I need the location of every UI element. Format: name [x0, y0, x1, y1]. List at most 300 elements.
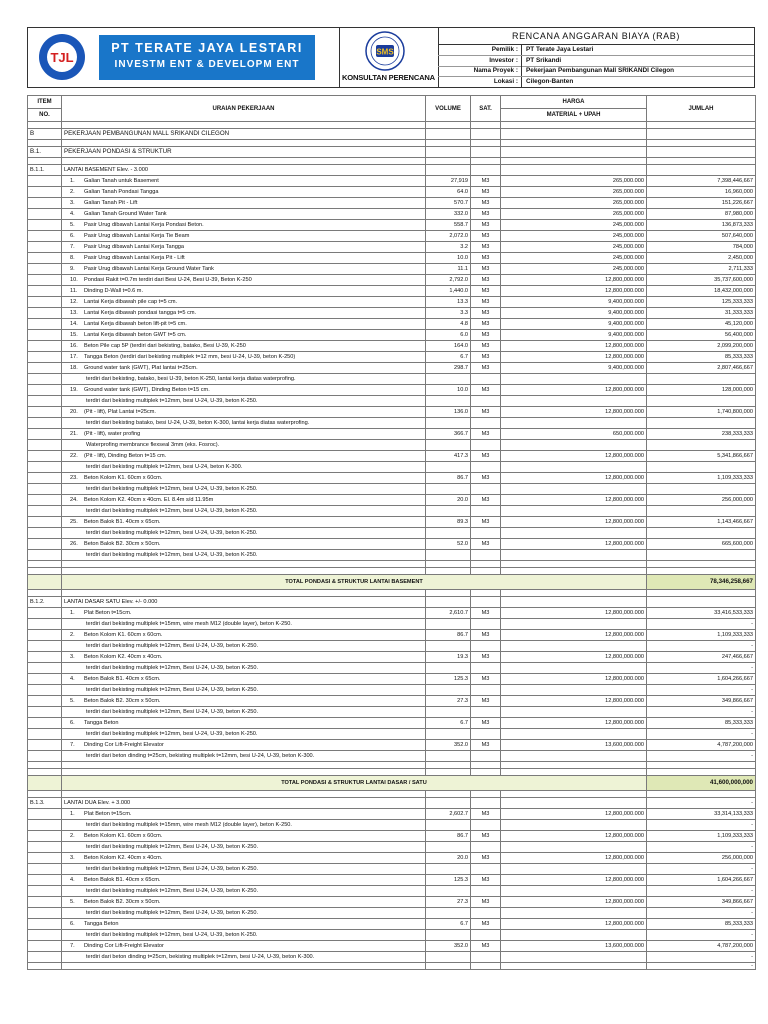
unit-cell: [471, 886, 501, 897]
unit-cell: M3: [471, 652, 501, 663]
line-item-row: [28, 341, 756, 352]
item-number: 4.: [70, 211, 75, 217]
item-cell: [28, 297, 62, 308]
volume-cell: [426, 568, 471, 575]
unit-cell: [471, 484, 501, 495]
description-cell: [62, 791, 426, 798]
amount-cell: -: [647, 663, 756, 674]
description-cell: terdiri dari beton dinding t=25cm, bekisting multiplek t=12mm, besi U-24, U-39, beton K-300.: [62, 751, 426, 762]
price-cell: [501, 147, 647, 158]
item-cell: [28, 751, 62, 762]
description-cell: terdiri dari bekisting multiplek t=12mm, Besi U-24, U-39, beton K-250.: [62, 707, 426, 718]
volume-cell: 125.3: [426, 875, 471, 886]
item-number: 5.: [70, 698, 75, 704]
amount-cell: 128,000,000: [647, 385, 756, 396]
item-description: Beton Balok B2. 30cm x 50cm.: [84, 541, 161, 547]
line-item-row: [28, 253, 756, 264]
item-cell: [28, 418, 62, 429]
amount-cell: [647, 568, 756, 575]
info-value: Pekerjaan Pembangunan Mall SRIKANDI Cilegon: [526, 67, 675, 74]
subtotal-row: [28, 575, 756, 590]
volume-cell: 366.7: [426, 429, 471, 440]
price-cell: [501, 374, 647, 385]
volume-cell: 64.0: [426, 187, 471, 198]
description-cell: [62, 407, 426, 418]
description-cell: Waterprofing membrance flexseal 3mm (eks. Fosroc).: [62, 440, 426, 451]
description-cell: terdiri dari bekisting batako, besi U-24, U-39, beton K-300, lantai kerja diatas waterprofing.: [62, 418, 426, 429]
consultant-logo: [365, 31, 405, 71]
item-cell: [28, 158, 62, 165]
price-cell: [501, 729, 647, 740]
description-cell: terdiri dari bekisting, batako, besi U-39, beton K-250, lantai kerja diatas waterprofing.: [62, 374, 426, 385]
description-cell: terdiri dari bekisting multiplek t=12mm, Besi U-24, U-39, beton K-250.: [62, 685, 426, 696]
item-cell: [28, 608, 62, 619]
amount-cell: 136,873,333: [647, 220, 756, 231]
description-row: [28, 842, 756, 853]
volume-cell: 570.7: [426, 198, 471, 209]
volume-cell: [426, 963, 471, 970]
volume-cell: [426, 729, 471, 740]
item-cell: [28, 209, 62, 220]
volume-cell: 4.8: [426, 319, 471, 330]
unit-cell: [471, 751, 501, 762]
item-description: Beton Kolom K1. 60cm x 60cm.: [84, 475, 163, 481]
item-cell: [28, 198, 62, 209]
amount-cell: -: [647, 908, 756, 919]
item-number: 5.: [70, 222, 75, 228]
description-cell: terdiri dari bekisting multiplek t=12mm, Besi U-24, U-39, beton K-250.: [62, 864, 426, 875]
item-cell: [28, 809, 62, 820]
subtotal-label: TOTAL PONDASI & STRUKTUR LANTAI BASEMENT: [62, 575, 647, 590]
amount-cell: 85,333,333: [647, 718, 756, 729]
item-cell: [28, 286, 62, 297]
item-description: (Pit - lift), Dinding Beton t=15 cm.: [84, 453, 167, 459]
item-number: 13.: [70, 310, 78, 316]
price-cell: [501, 484, 647, 495]
line-item-row: [28, 897, 756, 908]
blank-row: [28, 762, 756, 769]
item-number: 12.: [70, 299, 78, 305]
amount-cell: [647, 140, 756, 147]
description-cell: [62, 319, 426, 330]
volume-cell: 19.3: [426, 652, 471, 663]
amount-cell: -: [647, 886, 756, 897]
info-label: Nama Proyek :: [473, 67, 518, 74]
volume-cell: 417.3: [426, 451, 471, 462]
item-description: Pasir Urug dibawah Lantai Kerja Tangga: [84, 244, 185, 250]
item-description: Pasir Urug dibawah Lantai Kerja Tie Beam: [84, 233, 190, 239]
company-block: [28, 28, 340, 87]
unit-cell: [471, 396, 501, 407]
description-cell: terdiri dari bekisting multiplek t=12mm, besi U-24, U-39, beton K-250.: [62, 506, 426, 517]
line-item-row: [28, 718, 756, 729]
price-cell: [501, 820, 647, 831]
price-cell: 12,800,000.000: [501, 652, 647, 663]
item-description: Tangga Beton (terdiri dari bekisting multiplek t=12 mm, besi U-24, U-39, beton K-250): [84, 354, 296, 360]
unit-cell: M3: [471, 740, 501, 751]
description-cell: terdiri dari bekisting multiplek t=12mm, Besi U-24, U-39, beton K-250.: [62, 663, 426, 674]
amount-cell: -: [647, 798, 756, 809]
volume-cell: 2,602.7: [426, 809, 471, 820]
amount-cell: -: [647, 619, 756, 630]
amount-cell: 1,604,266,667: [647, 674, 756, 685]
price-cell: [501, 129, 647, 140]
description-row: [28, 550, 756, 561]
item-description: Beton Balok B1. 40cm x 65cm.: [84, 676, 161, 682]
unit-cell: [471, 820, 501, 831]
line-item-row: [28, 451, 756, 462]
line-item-row: [28, 297, 756, 308]
unit-cell: [471, 440, 501, 451]
item-cell: [28, 952, 62, 963]
item-cell: [28, 762, 62, 769]
description-cell: terdiri dari bekisting multiplek t=12mm, Besi U-24, U-39, beton K-250.: [62, 886, 426, 897]
col-uraian-header: URAIAN PEKERJAAN: [62, 96, 426, 122]
price-cell: [501, 122, 647, 129]
item-cell: [28, 242, 62, 253]
item-number: 2.: [70, 632, 75, 638]
unit-cell: [471, 561, 501, 568]
price-cell: 13,600,000.000: [501, 740, 647, 751]
price-cell: [501, 762, 647, 769]
item-description: Beton Balok B2. 30cm x 50cm.: [84, 899, 161, 905]
item-description: Ground water tank (GWT), Dinding Beton t=15 cm.: [84, 387, 210, 393]
price-cell: 245,000.000: [501, 253, 647, 264]
description-row: [28, 707, 756, 718]
item-cell: [28, 495, 62, 506]
unit-cell: [471, 908, 501, 919]
item-cell: [28, 696, 62, 707]
volume-cell: [426, 374, 471, 385]
item-cell: [28, 740, 62, 751]
price-cell: 12,800,000.000: [501, 275, 647, 286]
description-row: [28, 374, 756, 385]
consultant-label: KONSULTAN PERENCANA: [342, 73, 435, 82]
item-number: 1.: [70, 610, 75, 616]
item-cell: [28, 619, 62, 630]
description-cell: terdiri dari bekisting multiplek t=12mm, besi U-24, U-39, beton K-250.: [62, 528, 426, 539]
unit-cell: M3: [471, 231, 501, 242]
unit-cell: M3: [471, 209, 501, 220]
item-number: 7.: [70, 943, 75, 949]
item-cell: [28, 575, 62, 590]
volume-cell: 6.7: [426, 919, 471, 930]
item-cell: [28, 791, 62, 798]
item-description: Pasir Urug dibawah Lantai Kerja Pondasi Beton.: [84, 222, 204, 228]
price-cell: [501, 440, 647, 451]
amount-cell: [647, 769, 756, 776]
unit-cell: [471, 762, 501, 769]
item-cell: [28, 275, 62, 286]
description-cell: [62, 831, 426, 842]
info-label: Investor :: [489, 56, 518, 64]
price-cell: [501, 963, 647, 970]
amount-cell: -: [647, 641, 756, 652]
amount-cell: 1,109,333,333: [647, 473, 756, 484]
rab-table: [27, 95, 756, 970]
volume-cell: [426, 597, 471, 608]
description-cell: [62, 231, 426, 242]
volume-cell: 1,440.0: [426, 286, 471, 297]
item-cell: [28, 568, 62, 575]
price-cell: [501, 952, 647, 963]
blank-row: [28, 791, 756, 798]
amount-cell: [647, 762, 756, 769]
item-description: Galian Tanah Pondasi Tangga: [84, 189, 159, 195]
description-cell: [62, 809, 426, 820]
section-row: [28, 597, 756, 608]
item-cell: [28, 473, 62, 484]
item-number: 15.: [70, 332, 78, 338]
price-cell: 245,000.000: [501, 264, 647, 275]
unit-cell: M3: [471, 297, 501, 308]
item-number: 6.: [70, 720, 75, 726]
amount-cell: 784,000: [647, 242, 756, 253]
volume-cell: 86.7: [426, 831, 471, 842]
item-cell: [28, 517, 62, 528]
item-number: 14.: [70, 321, 78, 327]
description-row: [28, 729, 756, 740]
item-cell: [28, 685, 62, 696]
unit-cell: [471, 707, 501, 718]
volume-cell: [426, 140, 471, 147]
item-cell: [28, 341, 62, 352]
description-cell: [62, 363, 426, 374]
amount-cell: [647, 165, 756, 176]
unit-cell: [471, 590, 501, 597]
unit-cell: M3: [471, 341, 501, 352]
volume-cell: [426, 791, 471, 798]
amount-cell: 5,341,866,667: [647, 451, 756, 462]
volume-cell: 136.0: [426, 407, 471, 418]
company-banner: [99, 35, 315, 80]
company-logo: [38, 33, 86, 81]
item-cell: [28, 853, 62, 864]
item-cell: [28, 385, 62, 396]
unit-cell: M3: [471, 220, 501, 231]
volume-cell: 13.3: [426, 297, 471, 308]
price-cell: [501, 418, 647, 429]
item-description: Lantai Kerja dibawah beton lift-pit t=5 cm.: [84, 321, 187, 327]
item-cell: [28, 319, 62, 330]
amount-cell: [647, 506, 756, 517]
price-cell: 265,000.000: [501, 198, 647, 209]
item-number: 4.: [70, 676, 75, 682]
unit-cell: [471, 930, 501, 941]
description-cell: [62, 286, 426, 297]
item-number: 17.: [70, 354, 78, 360]
amount-cell: -: [647, 729, 756, 740]
price-cell: [501, 506, 647, 517]
line-item-row: [28, 831, 756, 842]
unit-cell: M3: [471, 242, 501, 253]
unit-cell: [471, 952, 501, 963]
volume-cell: 3.2: [426, 242, 471, 253]
volume-cell: 20.0: [426, 495, 471, 506]
item-cell: [28, 407, 62, 418]
amount-cell: 2,807,466,667: [647, 363, 756, 374]
item-number: 20.: [70, 409, 78, 415]
amount-cell: [647, 396, 756, 407]
price-cell: 12,800,000.000: [501, 809, 647, 820]
volume-cell: 52.0: [426, 539, 471, 550]
description-cell: [62, 561, 426, 568]
item-cell: [28, 875, 62, 886]
unit-cell: M3: [471, 853, 501, 864]
unit-cell: M3: [471, 429, 501, 440]
unit-cell: M3: [471, 451, 501, 462]
line-item-row: [28, 652, 756, 663]
price-cell: [501, 165, 647, 176]
line-item-row: [28, 385, 756, 396]
description-cell: [62, 451, 426, 462]
item-cell: [28, 140, 62, 147]
line-item-row: [28, 539, 756, 550]
price-cell: [501, 798, 647, 809]
amount-cell: [647, 561, 756, 568]
item-number: 1.: [70, 178, 75, 184]
section-row: [28, 147, 756, 158]
line-item-row: [28, 319, 756, 330]
amount-cell: [647, 122, 756, 129]
description-cell: [62, 762, 426, 769]
unit-cell: [471, 506, 501, 517]
line-item-row: [28, 330, 756, 341]
price-cell: [501, 769, 647, 776]
volume-cell: 6.7: [426, 718, 471, 729]
volume-cell: [426, 528, 471, 539]
info-value: PT Srikandi: [526, 56, 562, 64]
line-item-row: [28, 674, 756, 685]
description-cell: terdiri dari bekisting multiplek t=15mm, wire mesh M12 (double layer), beton K-250.: [62, 619, 426, 630]
subtotal-row: [28, 776, 756, 791]
amount-cell: -: [647, 751, 756, 762]
item-cell: B.1.1.: [28, 165, 62, 176]
amount-cell: 16,960,000: [647, 187, 756, 198]
info-label: Lokasi :: [493, 77, 518, 85]
line-item-row: [28, 608, 756, 619]
volume-cell: 27,919: [426, 176, 471, 187]
unit-cell: M3: [471, 407, 501, 418]
item-cell: [28, 429, 62, 440]
unit-cell: M3: [471, 696, 501, 707]
volume-cell: [426, 762, 471, 769]
item-description: Galian Tanah Ground Water Tank: [84, 211, 167, 217]
item-cell: [28, 122, 62, 129]
unit-cell: [471, 550, 501, 561]
amount-cell: -: [647, 685, 756, 696]
unit-cell: M3: [471, 286, 501, 297]
amount-cell: 1,143,466,667: [647, 517, 756, 528]
description-cell: [62, 495, 426, 506]
amount-cell: 33,416,533,333: [647, 608, 756, 619]
description-cell: [62, 187, 426, 198]
description-cell: terdiri dari bekisting multiplek t=12mm, Besi U-24, U-39, beton K-250.: [62, 842, 426, 853]
price-cell: [501, 462, 647, 473]
price-cell: [501, 568, 647, 575]
company-name: PT TERATE JAYA LESTARI: [111, 41, 303, 55]
amount-cell: [647, 129, 756, 140]
item-description: Dinding Cor Lift-Freight Elevator: [84, 943, 164, 949]
price-cell: 265,000.000: [501, 176, 647, 187]
volume-cell: [426, 707, 471, 718]
line-item-row: [28, 875, 756, 886]
description-cell: [62, 297, 426, 308]
line-item-row: [28, 809, 756, 820]
unit-cell: M3: [471, 385, 501, 396]
item-number: 6.: [70, 233, 75, 239]
description-row: [28, 886, 756, 897]
description-cell: [62, 220, 426, 231]
price-cell: [501, 707, 647, 718]
unit-cell: M3: [471, 319, 501, 330]
consultant-block: [339, 28, 439, 87]
col-harga-header: HARGA: [501, 96, 647, 109]
price-cell: 9,400,000.000: [501, 319, 647, 330]
unit-cell: [471, 158, 501, 165]
amount-cell: 35,737,600,000: [647, 275, 756, 286]
blank-row: [28, 590, 756, 597]
item-cell: [28, 718, 62, 729]
item-description: Galian Tanah Pit - Lift: [84, 200, 138, 206]
unit-cell: [471, 147, 501, 158]
unit-cell: M3: [471, 539, 501, 550]
description-row: [28, 641, 756, 652]
unit-cell: M3: [471, 308, 501, 319]
volume-cell: 332.0: [426, 209, 471, 220]
document-title: RENCANA ANGGARAN BIAYA (RAB): [438, 30, 754, 45]
item-description: Galian Tanah untuk Basement: [84, 178, 159, 184]
price-cell: 13,600,000.000: [501, 941, 647, 952]
item-cell: [28, 886, 62, 897]
description-cell: [62, 696, 426, 707]
item-number: 10.: [70, 277, 78, 283]
volume-cell: [426, 769, 471, 776]
unit-cell: M3: [471, 495, 501, 506]
info-value: PT Terate Jaya Lestari: [526, 46, 594, 53]
volume-cell: [426, 886, 471, 897]
amount-cell: 256,000,000: [647, 853, 756, 864]
description-cell: [62, 539, 426, 550]
description-row: [28, 462, 756, 473]
col-no-header: NO.: [28, 109, 62, 122]
item-cell: [28, 831, 62, 842]
item-cell: [28, 820, 62, 831]
description-cell: LANTAI DASAR SATU Elev. +/- 0.000: [62, 597, 426, 608]
description-cell: [62, 897, 426, 908]
price-cell: 650,000.000: [501, 429, 647, 440]
amount-cell: [647, 484, 756, 495]
volume-cell: [426, 930, 471, 941]
amount-cell: 151,226,667: [647, 198, 756, 209]
unit-cell: M3: [471, 275, 501, 286]
item-description: Beton Balok B1. 40cm x 65cm.: [84, 519, 161, 525]
amount-cell: -: [647, 842, 756, 853]
item-description: Lantai Kerja dibawah pile cap t=5 cm.: [84, 299, 178, 305]
volume-cell: [426, 590, 471, 597]
line-item-row: [28, 696, 756, 707]
line-item-row: [28, 275, 756, 286]
description-cell: terdiri dari bekisting multiplek t=12mm, besi U-24, beton K-300.: [62, 462, 426, 473]
description-cell: [62, 919, 426, 930]
item-number: 3.: [70, 200, 75, 206]
description-cell: terdiri dari bekisting multiplek t=15mm, wire mesh M12 (double layer), beton K-250.: [62, 820, 426, 831]
amount-cell: -: [647, 864, 756, 875]
line-item-row: [28, 231, 756, 242]
unit-cell: M3: [471, 363, 501, 374]
item-number: 19.: [70, 387, 78, 393]
description-row: [28, 751, 756, 762]
